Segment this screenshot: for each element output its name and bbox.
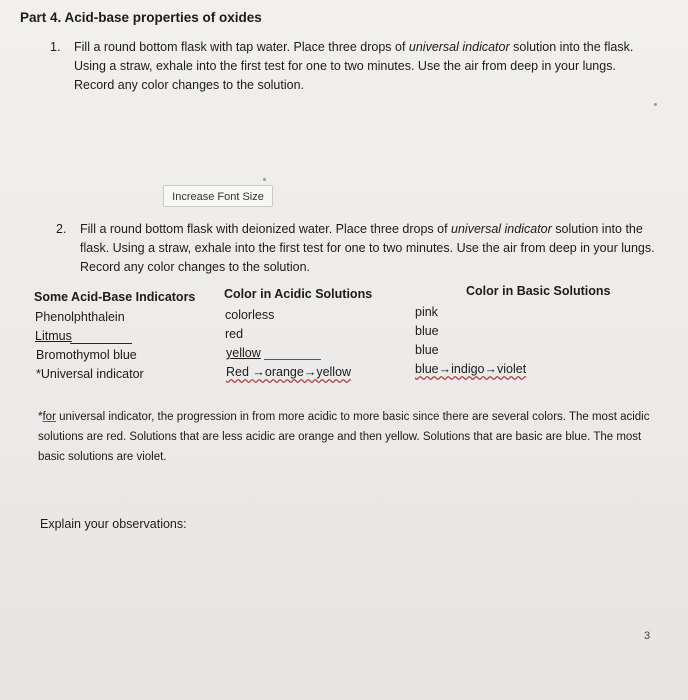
increase-font-size-button[interactable]: Increase Font Size xyxy=(163,185,273,207)
table-header-indicators: Some Acid-Base Indicators xyxy=(34,290,196,304)
section-heading: Part 4. Acid-base properties of oxides xyxy=(20,10,262,25)
speck-mark xyxy=(654,103,657,106)
table-row-acidic: colorless xyxy=(225,308,275,322)
table-row-acidic: red xyxy=(225,327,244,341)
page-number: 3 xyxy=(644,630,651,642)
table-row-acidic: yellow xyxy=(226,346,261,360)
table-row-acidic: Red →orange→yellow xyxy=(226,365,352,379)
table-row-indicator: *Universal indicator xyxy=(36,367,144,381)
table-row-basic: blue xyxy=(415,324,439,338)
step-2-number: 2. xyxy=(56,222,67,236)
step-2-text: Fill a round bottom flask with deionized water. Place three drops of universal indicator solution into the flask. Using a straw, exhale into the first test for one to two minutes. Use the air from deep in your lungs. Record any color changes to the solution. xyxy=(80,222,655,274)
universal-indicator-note: *for universal indicator, the progression in from more acidic to more basic since there are several colors. The most acidic solutions are red. Solutions that are less acidic are orange and then yellow. Solutions that are basic are blue. The most basic solutions are violet. xyxy=(38,411,650,463)
table-row-basic: blue xyxy=(415,343,439,357)
speck-mark xyxy=(263,178,266,181)
step-1-text: Fill a round bottom flask with tap water. Place three drops of universal indicator solution into the flask. Using a straw, exhale into the first test for one to two minutes. Use the air from deep in your lungs. Record any color changes to the solution. xyxy=(74,40,634,92)
table-row-indicator: Litmus xyxy=(35,329,72,343)
table-row-basic: blue→indigo→violet xyxy=(415,362,527,376)
table-row-indicator: Bromothymol blue xyxy=(36,348,137,362)
explain-prompt: Explain your observations: xyxy=(40,517,187,531)
table-row-basic: pink xyxy=(415,305,438,319)
step-1-number: 1. xyxy=(50,40,61,54)
underline-rule xyxy=(70,343,132,344)
table-header-acidic: Color in Acidic Solutions xyxy=(224,287,373,301)
table-header-basic: Color in Basic Solutions xyxy=(466,284,611,298)
underline-rule xyxy=(264,359,321,360)
table-row-indicator: Phenolphthalein xyxy=(35,310,125,324)
